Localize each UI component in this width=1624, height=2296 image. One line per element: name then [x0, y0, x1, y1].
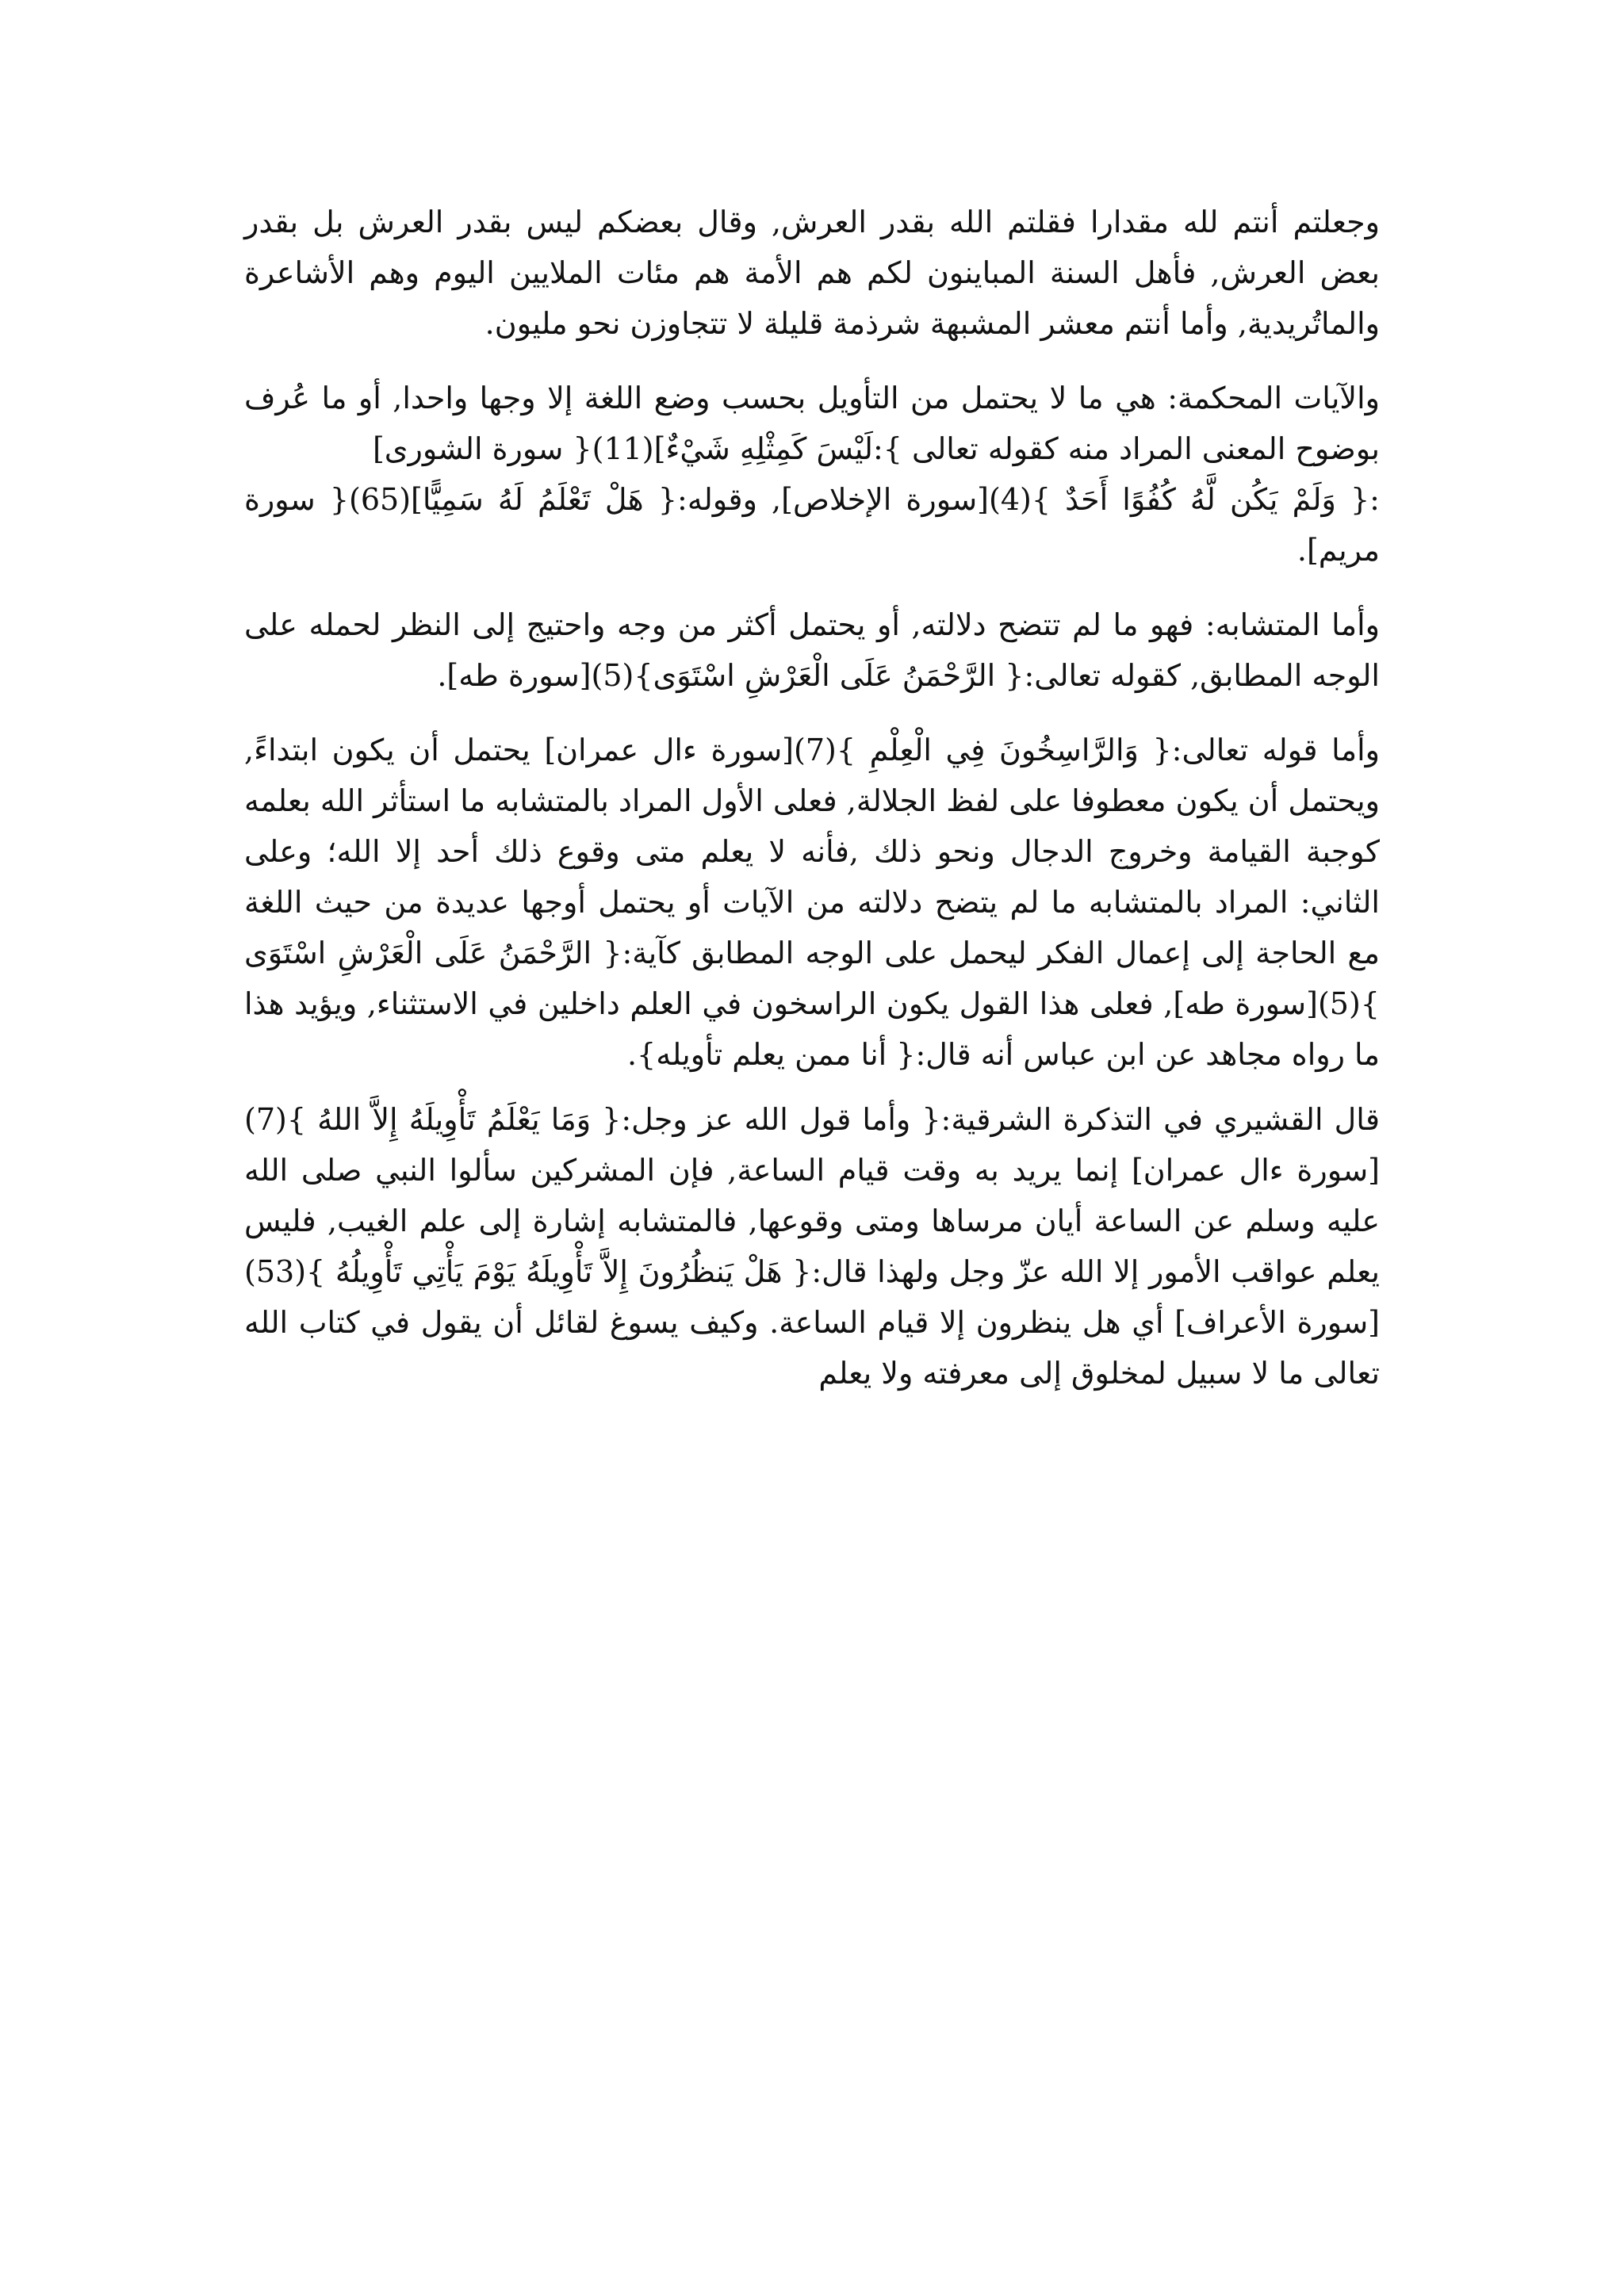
- paragraph-3: :{ وَلَمْ يَكُن لَّهُ كُفُوًا أَحَدٌ }(4)[سورة الإخلاص], وقوله:{ هَلْ تَعْلَمُ لَهُ سَمِيًّا](65){ سورة مريم].: [244, 482, 1380, 568]
- paragraph-2: والآيات المحكمة: هي ما لا يحتمل من التأويل بحسب وضع اللغة إلا وجها واحدا, أو ما عُرف بوضوح المعنى المراد منه كقوله تعالى }:لَيْسَ كَمِثْلِهِ شَيْءٌ](11){ سورة الشورى]: [244, 381, 1380, 466]
- paragraph-6: قال القشيري في التذكرة الشرقية:{ وأما قول الله عز وجل:{ وَمَا يَعْلَمُ تَأْوِيلَهُ إِلاَّ اللهُ }(7)[سورة ءال عمران] إنما يريد به وقت قيام الساعة, فإن المشركين سألوا النبي صلى الله عليه وسلم عن الساعة أيان مرساها ومتى وقوعها, فالمتشابه إشارة إلى علم الغيب, فليس يعلم عواقب الأمور إلا الله عزّ وجل ولهذا قال:{ هَلْ يَنظُرُونَ إِلاَّ تَأْوِيلَهُ يَوْمَ يَأْتِي تَأْوِيلُهُ }(53)[سورة الأعراف] أي هل ينظرون إلا قيام الساعة. وكيف يسوغ لقائل أن يقول في كتاب الله تعالى ما لا سبيل لمخلوق إلى معرفته ولا يعلم: [244, 1102, 1380, 1391]
- paragraph-5: وأما قوله تعالى:{ وَالرَّاسِخُونَ فِي الْعِلْمِ }(7)[سورة ءال عمران] يحتمل أن يكون ابتداءً, ويحتمل أن يكون معطوفا على لفظ الجلالة, فعلى الأول المراد بالمتشابه ما استأثر الله بعلمه كوجبة القيامة وخروج الدجال ونحو ذلك ,فأنه لا يعلم متى وقوع ذلك أحد إلا الله؛ وعلى الثاني: المراد بالمتشابه ما لم يتضح دلالته من الآيات أو يحتمل أوجها عديدة من حيث اللغة مع الحاجة إلى إعمال الفكر ليحمل على الوجه المطابق كآية:{ الرَّحْمَنُ عَلَى الْعَرْشِ اسْتَوَى }(5)[سورة طه], فعلى هذا القول يكون الراسخون في العلم داخلين في الاستثناء, ويؤيد هذا ما رواه مجاهد عن ابن عباس أنه قال:{ أنا ممن يعلم تأويله}.: [244, 733, 1380, 1072]
- document-body: [244, 197, 1380, 1399]
- paragraph-4: وأما المتشابه: فهو ما لم تتضح دلالته, أو يحتمل أكثر من وجه واحتيج إلى النظر لحمله على الوجه المطابق, كقوله تعالى:{ الرَّحْمَنُ عَلَى الْعَرْشِ اسْتَوَى}(5)[سورة طه].: [244, 607, 1380, 693]
- paragraph-1: وجعلتم أنتم لله مقدارا فقلتم الله بقدر العرش, وقال بعضكم ليس بقدر العرش بل بقدر بعض العرش, فأهل السنة المباينون لكم هم الأمة هم مئات الملايين اليوم وهم الأشاعرة والماتُريدية, وأما أنتم معشر المشبهة شرذمة قليلة لا تتجاوزن نحو مليون.: [244, 205, 1380, 341]
